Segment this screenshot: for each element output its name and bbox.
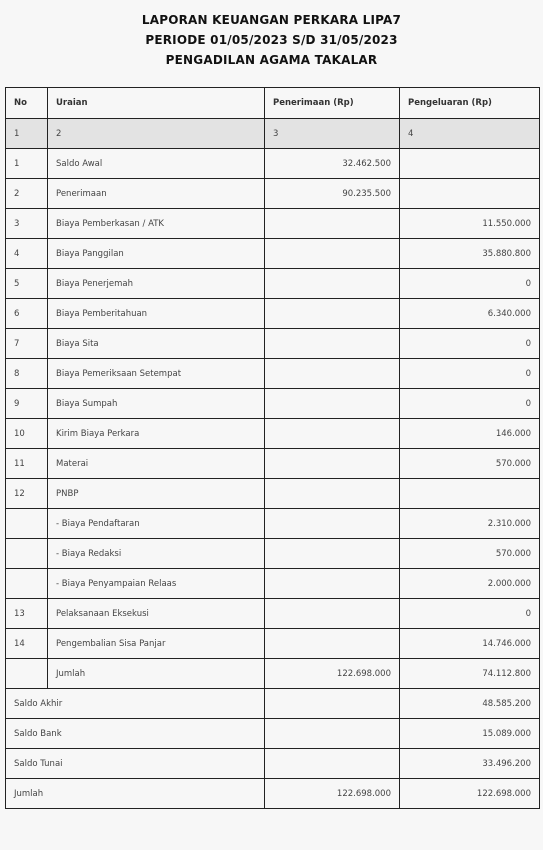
row-no xyxy=(6,509,48,539)
row-no: 14 xyxy=(6,629,48,659)
report-title xyxy=(0,0,543,77)
row-penerimaan xyxy=(265,629,400,659)
row-uraian: Penerimaan xyxy=(48,179,265,209)
row-uraian: Jumlah xyxy=(48,659,265,689)
header-uraian: Uraian xyxy=(48,88,265,119)
row-no xyxy=(6,569,48,599)
row-penerimaan: 122.698.000 xyxy=(265,659,400,689)
row-pengeluaran: 14.746.000 xyxy=(400,629,540,659)
summary-pengeluaran: 122.698.000 xyxy=(400,779,540,809)
row-uraian: Saldo Awal xyxy=(48,149,265,179)
row-no: 3 xyxy=(6,209,48,239)
row-penerimaan xyxy=(265,479,400,509)
column-number: 2 xyxy=(48,119,265,149)
summary-penerimaan xyxy=(265,689,400,719)
row-penerimaan xyxy=(265,419,400,449)
row-no: 10 xyxy=(6,419,48,449)
row-no: 13 xyxy=(6,599,48,629)
table-row xyxy=(6,449,540,479)
row-no: 1 xyxy=(6,149,48,179)
row-penerimaan xyxy=(265,449,400,479)
table-row xyxy=(6,149,540,179)
row-uraian: Biaya Panggilan xyxy=(48,239,265,269)
table-row xyxy=(6,659,540,689)
row-penerimaan xyxy=(265,569,400,599)
row-pengeluaran xyxy=(400,149,540,179)
summary-penerimaan xyxy=(265,749,400,779)
table-row xyxy=(6,509,540,539)
row-pengeluaran: 74.112.800 xyxy=(400,659,540,689)
row-penerimaan: 32.462.500 xyxy=(265,149,400,179)
row-penerimaan xyxy=(265,389,400,419)
summary-pengeluaran: 33.496.200 xyxy=(400,749,540,779)
table-row xyxy=(6,419,540,449)
table-row xyxy=(6,629,540,659)
row-uraian: PNBP xyxy=(48,479,265,509)
table-row xyxy=(6,329,540,359)
row-uraian: Biaya Sumpah xyxy=(48,389,265,419)
summary-penerimaan xyxy=(265,719,400,749)
row-no: 7 xyxy=(6,329,48,359)
row-uraian: - Biaya Penyampaian Relaas xyxy=(48,569,265,599)
row-uraian: Biaya Pemberitahuan xyxy=(48,299,265,329)
row-uraian: Pelaksanaan Eksekusi xyxy=(48,599,265,629)
row-uraian: Kirim Biaya Perkara xyxy=(48,419,265,449)
row-penerimaan xyxy=(265,359,400,389)
row-pengeluaran: 0 xyxy=(400,269,540,299)
summary-row xyxy=(6,689,540,719)
row-penerimaan xyxy=(265,239,400,269)
row-penerimaan: 90.235.500 xyxy=(265,179,400,209)
report-title-line-1: LAPORAN KEUANGAN PERKARA LIPA7 xyxy=(141,13,402,27)
summary-label: Saldo Akhir xyxy=(6,689,265,719)
row-no: 4 xyxy=(6,239,48,269)
row-pengeluaran: 570.000 xyxy=(400,449,540,479)
header-no: No xyxy=(6,88,48,119)
table-row xyxy=(6,599,540,629)
summary-penerimaan: 122.698.000 xyxy=(265,779,400,809)
summary-row xyxy=(6,779,540,809)
row-pengeluaran: 2.000.000 xyxy=(400,569,540,599)
row-no: 11 xyxy=(6,449,48,479)
row-penerimaan xyxy=(265,539,400,569)
table-row xyxy=(6,269,540,299)
row-uraian: - Biaya Redaksi xyxy=(48,539,265,569)
table-row xyxy=(6,179,540,209)
table-row xyxy=(6,239,540,269)
financial-report-table xyxy=(5,87,540,809)
header-penerimaan: Penerimaan (Rp) xyxy=(265,88,400,119)
table-row xyxy=(6,299,540,329)
table-row xyxy=(6,209,540,239)
row-uraian: Biaya Penerjemah xyxy=(48,269,265,299)
row-uraian: Biaya Sita xyxy=(48,329,265,359)
table-header-row xyxy=(6,88,540,119)
summary-label: Saldo Tunai xyxy=(6,749,265,779)
row-no: 5 xyxy=(6,269,48,299)
row-no: 9 xyxy=(6,389,48,419)
row-pengeluaran: 35.880.800 xyxy=(400,239,540,269)
row-penerimaan xyxy=(265,329,400,359)
row-pengeluaran: 0 xyxy=(400,389,540,419)
row-uraian: Biaya Pemberkasan / ATK xyxy=(48,209,265,239)
row-penerimaan xyxy=(265,269,400,299)
row-penerimaan xyxy=(265,209,400,239)
column-number: 4 xyxy=(400,119,540,149)
row-no: 8 xyxy=(6,359,48,389)
row-pengeluaran xyxy=(400,479,540,509)
summary-row xyxy=(6,719,540,749)
table-row xyxy=(6,359,540,389)
row-pengeluaran: 0 xyxy=(400,329,540,359)
table-row xyxy=(6,389,540,419)
row-pengeluaran: 11.550.000 xyxy=(400,209,540,239)
summary-pengeluaran: 48.585.200 xyxy=(400,689,540,719)
row-no xyxy=(6,539,48,569)
table-body xyxy=(6,119,540,809)
table-row xyxy=(6,479,540,509)
row-pengeluaran: 6.340.000 xyxy=(400,299,540,329)
summary-label: Jumlah xyxy=(6,779,265,809)
row-pengeluaran: 0 xyxy=(400,599,540,629)
row-no: 12 xyxy=(6,479,48,509)
row-uraian: - Biaya Pendaftaran xyxy=(48,509,265,539)
summary-label: Saldo Bank xyxy=(6,719,265,749)
row-uraian: Materai xyxy=(48,449,265,479)
row-uraian: Pengembalian Sisa Panjar xyxy=(48,629,265,659)
summary-pengeluaran: 15.089.000 xyxy=(400,719,540,749)
report-title-line-2: PERIODE 01/05/2023 S/D 31/05/2023 xyxy=(145,33,398,47)
summary-row xyxy=(6,749,540,779)
row-pengeluaran: 570.000 xyxy=(400,539,540,569)
row-pengeluaran: 2.310.000 xyxy=(400,509,540,539)
header-pengeluaran: Pengeluaran (Rp) xyxy=(400,88,540,119)
report-title-line-3: PENGADILAN AGAMA TAKALAR xyxy=(165,53,378,67)
row-no xyxy=(6,659,48,689)
row-pengeluaran xyxy=(400,179,540,209)
column-number: 3 xyxy=(265,119,400,149)
row-pengeluaran: 146.000 xyxy=(400,419,540,449)
row-uraian: Biaya Pemeriksaan Setempat xyxy=(48,359,265,389)
column-number: 1 xyxy=(6,119,48,149)
row-no: 2 xyxy=(6,179,48,209)
row-penerimaan xyxy=(265,299,400,329)
table-row xyxy=(6,569,540,599)
column-number-row xyxy=(6,119,540,149)
row-pengeluaran: 0 xyxy=(400,359,540,389)
table-row xyxy=(6,539,540,569)
row-penerimaan xyxy=(265,599,400,629)
row-penerimaan xyxy=(265,509,400,539)
row-no: 6 xyxy=(6,299,48,329)
